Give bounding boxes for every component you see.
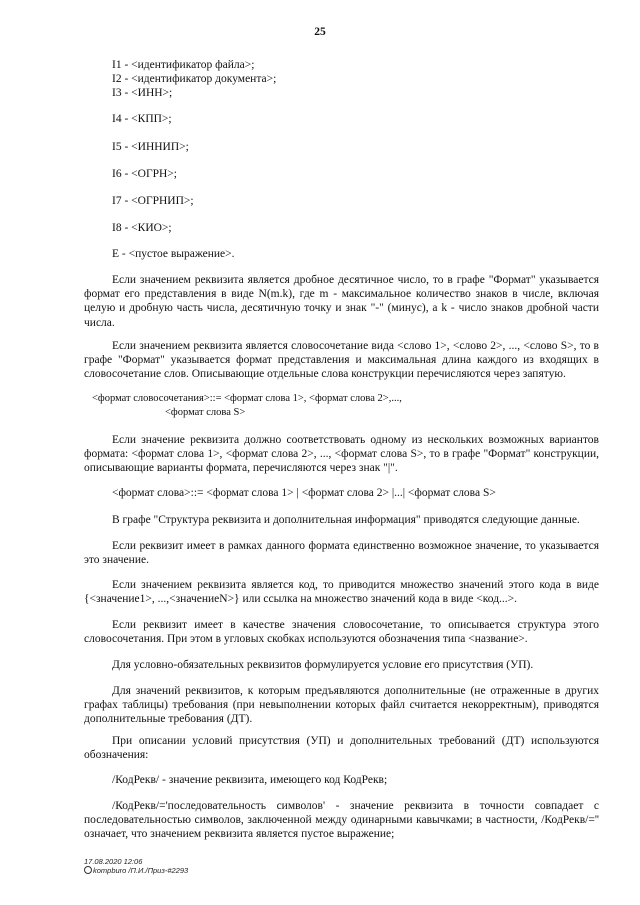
formula-word-format: <формат слова>::= <формат слова 1> | <формат слова 2> |...| <формат слова S> [112, 487, 496, 499]
definition-i1: I1 - <идентификатор файла>; [112, 59, 255, 71]
formula-word-combination [92, 392, 512, 420]
footer-source-line [84, 866, 188, 875]
definition-i3: I3 - <ИНН>; [112, 87, 173, 99]
paragraph-format-variants: Если значение реквизита должно соответствовать одному из нескольких возможных вариантов формата: <формат слова 1>, <формат слова 2>, ..., <формат слова S>, то в графе "Формат" конструкции, описывающие варианты формата, перечисляются через знак "|". [84, 434, 599, 475]
paragraph-conditional: Для условно-обязательных реквизитов формулируется условие его присутствия (УП). [112, 659, 534, 671]
footer-stamp [84, 857, 188, 875]
copyright-icon [84, 866, 92, 874]
footer-source: kompburo /П.И./Приз-#2293 [93, 866, 189, 875]
definition-i7: I7 - <ОГРНИП>; [112, 195, 194, 207]
page-number: 25 [314, 26, 326, 38]
paragraph-notation-string: /КодРекв/='последовательность символов' - значение реквизита в точности совпадает с последовательностью символов, заключенной между одинарными кавычками; в частности, /КодРекв/='' означает, что значением реквизита является пустое выражение; [84, 800, 599, 841]
paragraph-word-combination: Если значением реквизита является словосочетание вида <слово 1>, <слово 2>, ..., <слово S>, то в графе "Формат" указывается формат представления и максимальная длина каждого из входящих в словосочетание слов. Описывающие отдельные слова конструкции перечисляются через запятую. [84, 340, 599, 381]
definition-e: E - <пустое выражение>. [112, 248, 235, 260]
footer-date: 17.08.2020 12:06 [84, 857, 143, 866]
definition-i5: I5 - <ИННИП>; [112, 141, 189, 153]
paragraph-decimal-format: Если значением реквизита является дробное десятичное число, то в графе "Формат" указывается формат его представления в виде N(m.k), где m - максимальное количество знаков в числе, включая целую и дробную часть числа, десятичную точку и знак "-" (минус), а k - число знаков дробной части числа. [84, 274, 599, 329]
formula-line-1: <формат словосочетания>::= <формат слова 1>, <формат слова 2>,..., [92, 393, 402, 404]
paragraph-notation-intro: При описании условий присутствия (УП) и дополнительных требований (ДТ) используются обозначения: [84, 735, 599, 762]
paragraph-single-value: Если реквизит имеет в рамках данного формата единственно возможное значение, то указывается это значение. [84, 540, 599, 567]
formula-line-2: <формат слова S> [165, 407, 246, 418]
definition-i2: I2 - <идентификатор документа>; [112, 73, 277, 85]
paragraph-structure-column: В графе "Структура реквизита и дополнительная информация" приводятся следующие данные. [112, 514, 580, 526]
paragraph-word-structure: Если реквизит имеет в качестве значения словосочетание, то описывается структура этого словосочетания. При этом в угловых скобках используются обозначения типа <название>. [84, 619, 599, 646]
paragraph-code-values: Если значением реквизита является код, то приводится множество значений этого кода в виде {<значение1>, ...,<значениеN>} или ссылка на множество значений кода в виде <код...>. [84, 579, 599, 606]
definition-i6: I6 - <ОГРН>; [112, 168, 177, 180]
paragraph-notation-value: /КодРекв/ - значение реквизита, имеющего код КодРекв; [112, 774, 388, 786]
definition-i4: I4 - <КПП>; [112, 113, 172, 125]
paragraph-additional-requirements: Для значений реквизитов, к которым предъявляются дополнительные (не отраженные в других графах таблицы) требования (при невыполнении которых файл считается некорректным), приводятся дополнительные требования (ДТ). [84, 685, 599, 726]
definition-i8: I8 - <КИО>; [112, 222, 172, 234]
